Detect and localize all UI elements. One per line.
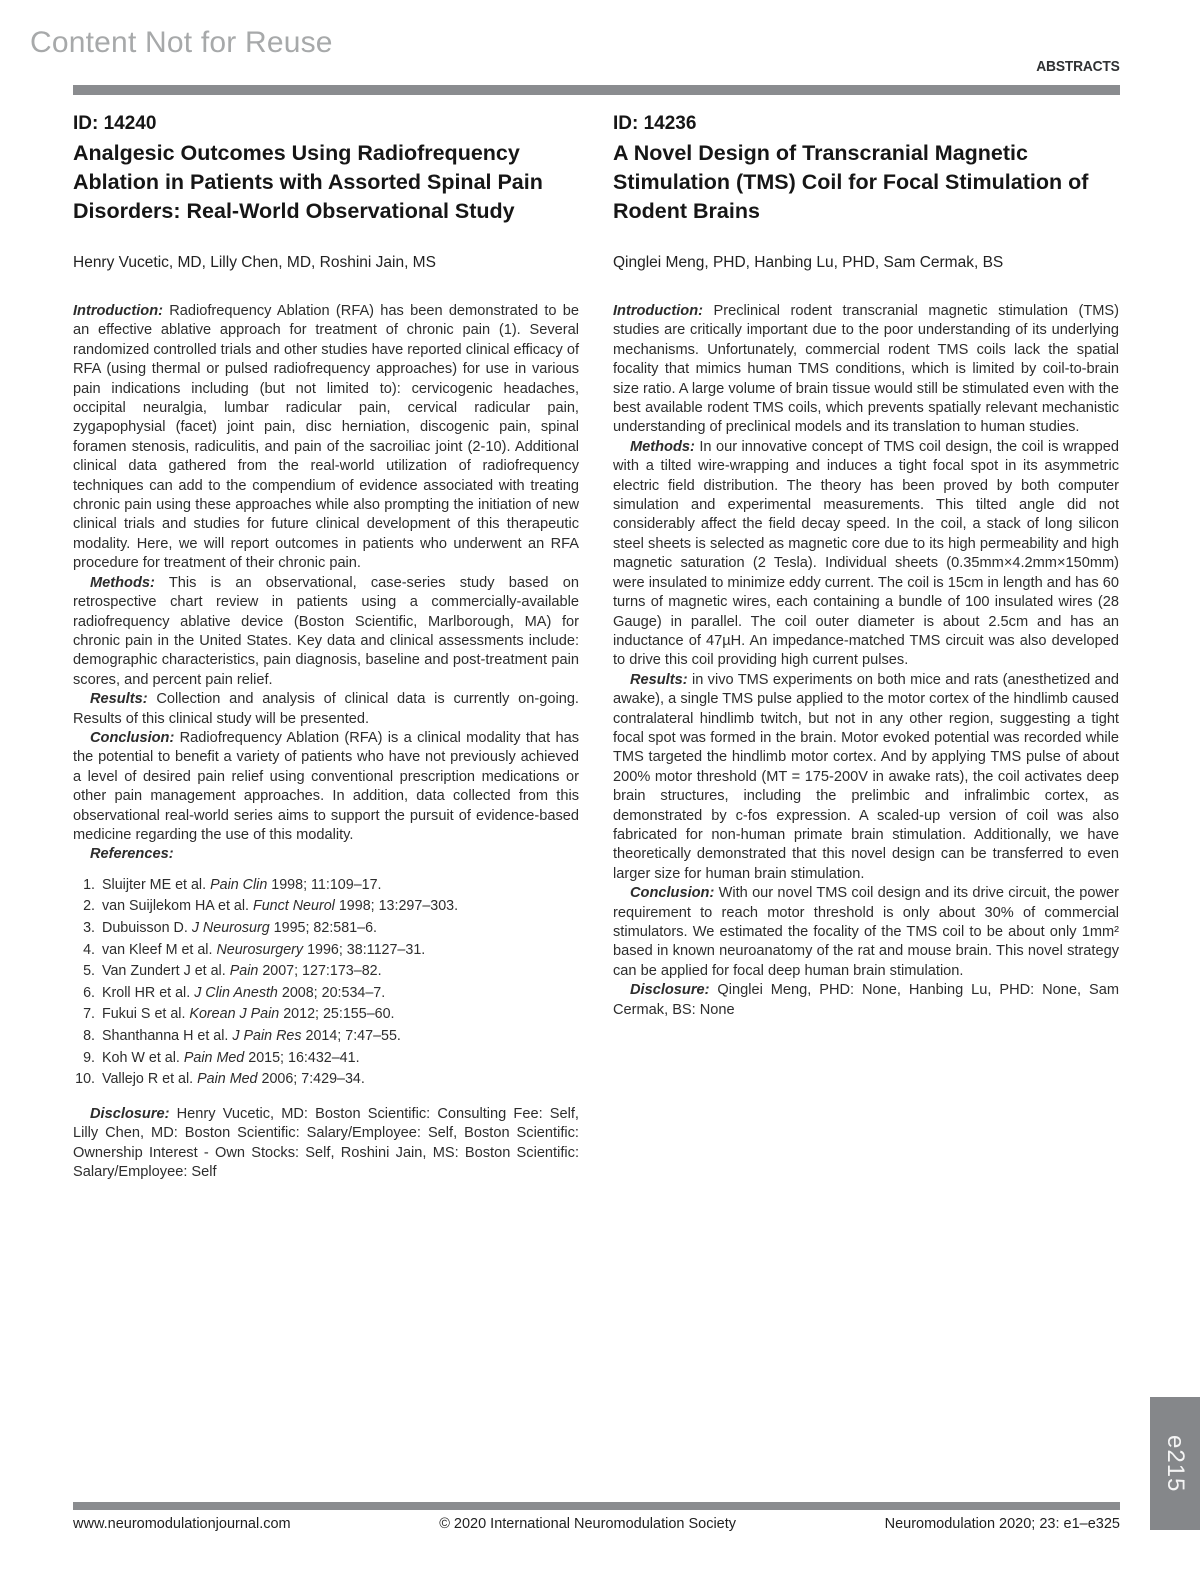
abstract-body	[73, 302, 579, 1182]
introduction-paragraph: Introduction: Radiofrequency Ablation (RFA) has been demonstrated to be an effective ablative approach for treatment of chronic pain (1). Several randomized controlled trials and other studies have reported clinical efficacy of RFA (using thermal or pulsed radiofrequency approaches) for use in various pain indications including (but not limited to): cervicogenic headaches, occipital neuralgia, lumbar radicular pain, cervical radicular pain, zygapophysial (facet) joint pain, disc herniation, discogenic pain, spinal foramen stenosis, radiculitis, and pain of the sacroiliac joint (2-10). Additional clinical data gathered from the real-world utilization of radiofrequency techniques can add to the compendium of evidence associated with treating chronic pain using these approaches while also prompting the initiation of new clinical trials and studies for future clinical development of this therapeutic modality. Here, we will report outcomes in patients who underwent an RFA procedure for treatment of their chronic pain.	[73, 303, 579, 572]
results-paragraph: Results: in vivo TMS experiments on both mice and rats (anesthetized and awake), a single TMS pulse applied to the motor cortex of the hindlimb caused contralateral hindlimb twitch, but not in any other region, suggesting a tight focal spot was formed in the brain. Motor evoked potential was recorded while TMS targeted the hindlimb motor cortex. And by applying TMS pulse of about 200% motor threshold (MT = 175-200V in awake rats), the coil activates deep brain structures, including the prelimbic and infralimbic cortex, as demonstrated by c-fos expression. A scaled-up version of coil was also fabricated for non-human primate brain stimulation. Additionally, we have theoretically demonstrated that this novel design can be transferred to even larger size for human brain stimulation.	[613, 671, 1120, 882]
references-list	[73, 875, 579, 1091]
abstracts-section-label: ABSTRACTS	[1036, 58, 1120, 75]
disclosure-paragraph: Disclosure: Qinglei Meng, PHD: None, Hanbing Lu, PHD: None, Sam Cermak, BS: None	[613, 982, 1119, 1018]
conclusion-paragraph: Conclusion: With our novel TMS coil design and its drive circuit, the power requirement to reach motor threshold is only about 30% of commercial stimulators. We estimated the focality of the TMS coil to be about only 1mm² based in known neuroanatomy of the rat and mouse brain. This novel strategy can be applied for focal deep human brain stimulation.	[613, 885, 1119, 979]
footer-rule	[73, 1502, 1120, 1510]
conclusion-paragraph: Conclusion: Radiofrequency Ablation (RFA) is a clinical modality that has the potential to benefit a variety of patients who have not previously achieved a level of desired pain relief using conventional prescription medications or other pain management approaches. In addition, data collected from this observational real-world series aims to support the pursuit of evidence-based medicine regarding the use of this modality.	[73, 729, 579, 843]
reference-item: 5. Van Zundert J et al. Pain 2007; 127:173–82.	[83, 963, 382, 980]
reference-item: 4. van Kleef M et al. Neurosurgery 1996; 38:1127–31.	[83, 941, 426, 958]
reference-item: 6. Kroll HR et al. J Clin Anesth 2008; 20:534–7.	[83, 984, 386, 1001]
footer	[73, 1514, 1120, 1534]
references-heading: References:	[90, 846, 174, 863]
abstract-authors: Henry Vucetic, MD, Lilly Chen, MD, Roshini Jain, MS	[73, 254, 436, 271]
page-number-label: e215	[1162, 1434, 1189, 1493]
footer-copyright: © 2020 International Neuromodulation Society	[439, 1516, 737, 1532]
methods-paragraph: Methods: In our innovative concept of TMS coil design, the coil is wrapped with a tilted wire-wrapping and induces a tight focal spot in its asymmetric electric field distribution. The theory has been proved by both computer simulation and experimental measurements. This tilted angle did not considerably affect the field decay speed. In the coil, a stack of long silicon steel sheets is selected as magnetic core due to its high permeability and high magnetic saturation (2 Tesla). Individual sheets (0.35mm×4.2mm×150mm) were insulated to minimize eddy current. The coil is 15cm in length and has 60 turns of magnetic wires, each containing a bundle of 100 insulated wires (28 Gauge) in parallel. The coil outer diameter is about 2.5cm and has an inductance of 47µH. An impedance-matched TMS circuit was also developed to drive this coil providing high current pulses.	[613, 438, 1119, 669]
abstract-14236	[613, 112, 1119, 1182]
results-paragraph: Results: Collection and analysis of clinical data is currently on-going. Results of this clinical study will be presented.	[73, 691, 579, 727]
footer-journal-url: www.neuromodulationjournal.com	[73, 1516, 291, 1532]
abstract-body	[613, 302, 1119, 1020]
reference-item: 9. Koh W et al. Pain Med 2015; 16:432–41.	[83, 1049, 360, 1066]
abstract-id: ID: 14240	[73, 113, 157, 134]
introduction-paragraph: Introduction: Preclinical rodent transcranial magnetic stimulation (TMS) studies are critically important due to the poor understanding of its underlying mechanisms. Unfortunately, commercial rodent TMS coils lack the spatial focality that mimics human TMS conditions, which is limited by coil-to-brain size ratio. A large volume of brain tissue would still be stimulated even with the best available rodent TMS coils, which prevents spatially relevant mechanistic understanding of preclinical models and its translation to human studies.	[613, 303, 1119, 436]
abstract-id: ID: 14236	[613, 113, 697, 134]
abstract-authors: Qinglei Meng, PHD, Hanbing Lu, PHD, Sam Cermak, BS	[613, 254, 1004, 271]
reference-item: 8. Shanthanna H et al. J Pain Res 2014; 7:47–55.	[83, 1027, 401, 1044]
header-rule	[73, 85, 1120, 95]
two-column-layout	[73, 112, 1120, 1182]
page-edge-tab	[1150, 1397, 1200, 1530]
reference-item: 10. Vallejo R et al. Pain Med 2006; 7:429–34.	[75, 1071, 365, 1088]
abstract-title: Analgesic Outcomes Using Radiofrequency Ablation in Patients with Assorted Spinal Pain Disorders: Real-World Observational Study	[73, 141, 543, 223]
abstract-14240	[73, 112, 579, 1182]
reference-item: 1. Sluijter ME et al. Pain Clin 1998; 11:109–17.	[83, 876, 382, 893]
methods-paragraph: Methods: This is an observational, case-series study based on retrospective chart review in patients using a commercially-available radiofrequency ablative device (Boston Scientific, Marlborough, MA) for chronic pain in the United States. Key data and clinical assessments include: demographic characteristics, pain diagnosis, baseline and post-treatment pain scores, and percent pain relief.	[73, 574, 579, 688]
disclosure-paragraph: Disclosure: Henry Vucetic, MD: Boston Scientific: Consulting Fee: Self, Lilly Chen, MD: Boston Scientific: Salary/Employee: Self, Boston Scientific: Ownership Interest - Own Stocks: Self, Roshini Jain, MS: Boston Scientific: Salary/Employee: Self	[73, 1105, 579, 1180]
abstract-title: A Novel Design of Transcranial Magnetic Stimulation (TMS) Coil for Focal Stimulation of Rodent Brains	[613, 141, 1089, 223]
footer-citation: Neuromodulation 2020; 23: e1–e325	[884, 1516, 1120, 1532]
reference-item: 2. van Suijlekom HA et al. Funct Neurol 1998; 13:297–303.	[83, 898, 459, 915]
content-not-for-reuse-watermark: Content Not for Reuse	[30, 26, 333, 59]
reference-item: 3. Dubuisson D. J Neurosurg 1995; 82:581–6.	[83, 919, 378, 936]
reference-item: 7. Fukui S et al. Korean J Pain 2012; 25:155–60.	[83, 1006, 395, 1023]
